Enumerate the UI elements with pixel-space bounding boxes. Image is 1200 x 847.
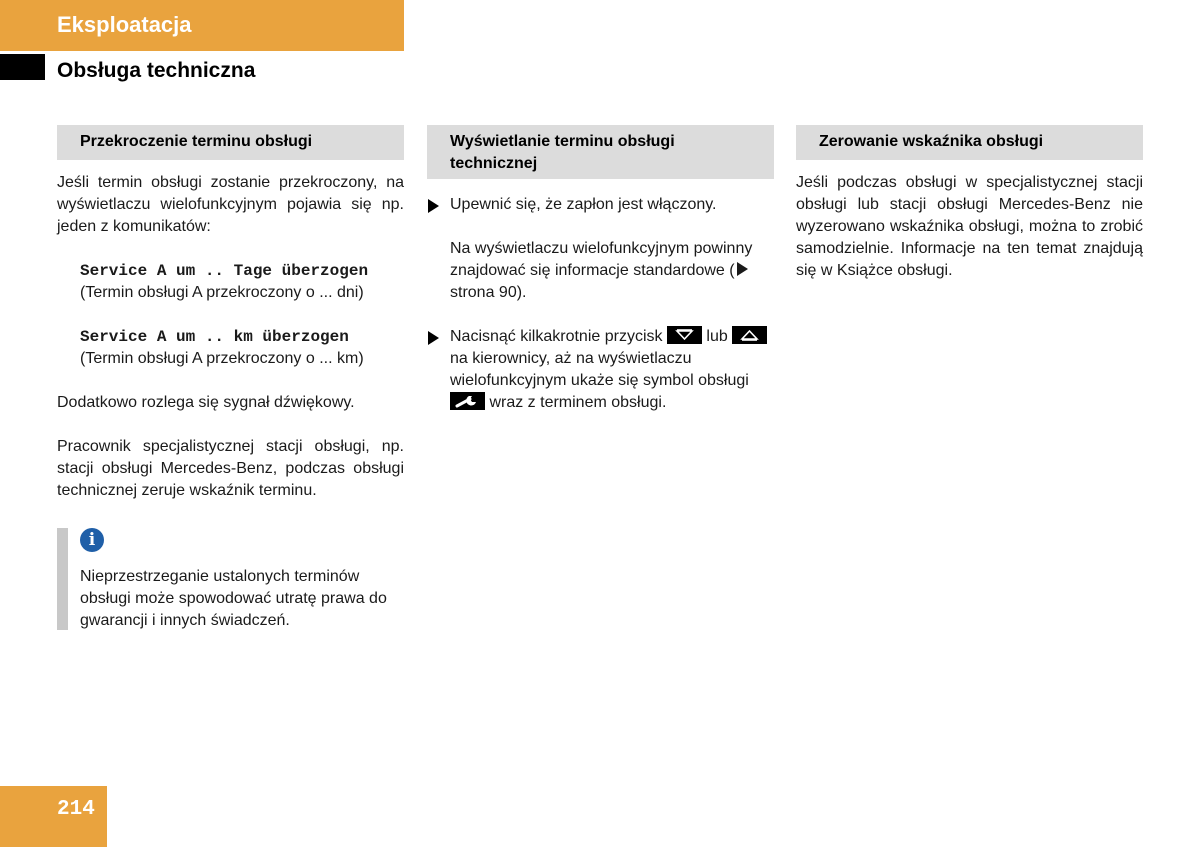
- step-arrow-icon: [428, 331, 439, 345]
- or-text: lub: [706, 328, 728, 345]
- page-ref-text: strona 90).: [450, 284, 527, 301]
- step-arrow-icon: [428, 199, 439, 213]
- workshop-paragraph: Pracownik specjalistycznej stacji obsługi, np. stacji obsługi Mercedes-Benz, podczas obsługi technicznej zeruje wskaźnik terminu.: [57, 438, 404, 499]
- step-ignition-text: Upewnić się, że zapłon jest włączony.: [450, 196, 717, 213]
- wrench-icon: [450, 392, 485, 410]
- page-ref-arrow-icon: [737, 262, 748, 276]
- signal-paragraph: Dodatkowo rozlega się sygnał dźwiękowy.: [57, 394, 355, 411]
- section-title: Obsługa techniczna: [57, 59, 256, 82]
- message-km-note: (Termin obsługi A przekroczony o ... km): [80, 350, 364, 367]
- info-icon: i: [80, 528, 104, 552]
- heading-reset: Zerowanie wskaźnika obsługi: [796, 125, 1143, 160]
- step-ignition-note: [427, 238, 774, 304]
- info-note: [57, 528, 404, 632]
- standard-info-text: Na wyświetlaczu wielofunkcyjnym powinny znajdować się informacje standardowe (: [450, 240, 753, 279]
- heading-display: Wyświetlanie terminu obsługi technicznej: [427, 125, 774, 179]
- up-button-icon: [732, 326, 767, 344]
- column-overdue: [57, 125, 404, 632]
- column-reset: [796, 125, 1143, 282]
- step-press-text: Nacisnąć kilkakrotnie przycisk: [450, 328, 663, 345]
- page-number: 214: [57, 798, 95, 821]
- steering-wheel-text: na kierownicy, aż na wyświetlaczu wielofunkcyjnym ukaże się symbol obsługi: [450, 350, 749, 389]
- message-days: Service A um .. Tage überzogen: [80, 262, 369, 280]
- step-press-button: [427, 326, 774, 414]
- with-date-text: wraz z terminem obsługi.: [489, 394, 667, 411]
- step-ignition: [427, 194, 774, 216]
- heading-overdue: Przekroczenie terminu obsługi: [57, 125, 404, 160]
- info-text: Nieprzestrzeganie ustalonych terminów obsługi może spowodować utratę prawa do gwarancji i innych świadczeń.: [80, 568, 387, 629]
- info-bar: [57, 528, 68, 630]
- reset-paragraph: Jeśli podczas obsługi w specjalistycznej stacji obsługi lub stacji obsługi Mercedes-Benz nie wyzerowano wskaźnika obsługi, można to zrobić samodzielnie. Informacje na ten temat znajdują się w Książce obsługi.: [796, 174, 1143, 279]
- section-marker: [0, 54, 45, 80]
- intro-paragraph: Jeśli termin obsługi zostanie przekroczony, na wyświetlaczu wielofunkcyjnym pojawia się np. jeden z komunikatów:: [57, 174, 404, 235]
- chapter-title: Eksploatacja: [57, 12, 192, 37]
- down-button-icon: [667, 326, 702, 344]
- message-km: Service A um .. km überzogen: [80, 328, 349, 346]
- message-days-note: (Termin obsługi A przekroczony o ... dni): [80, 284, 364, 301]
- column-display: [427, 125, 774, 414]
